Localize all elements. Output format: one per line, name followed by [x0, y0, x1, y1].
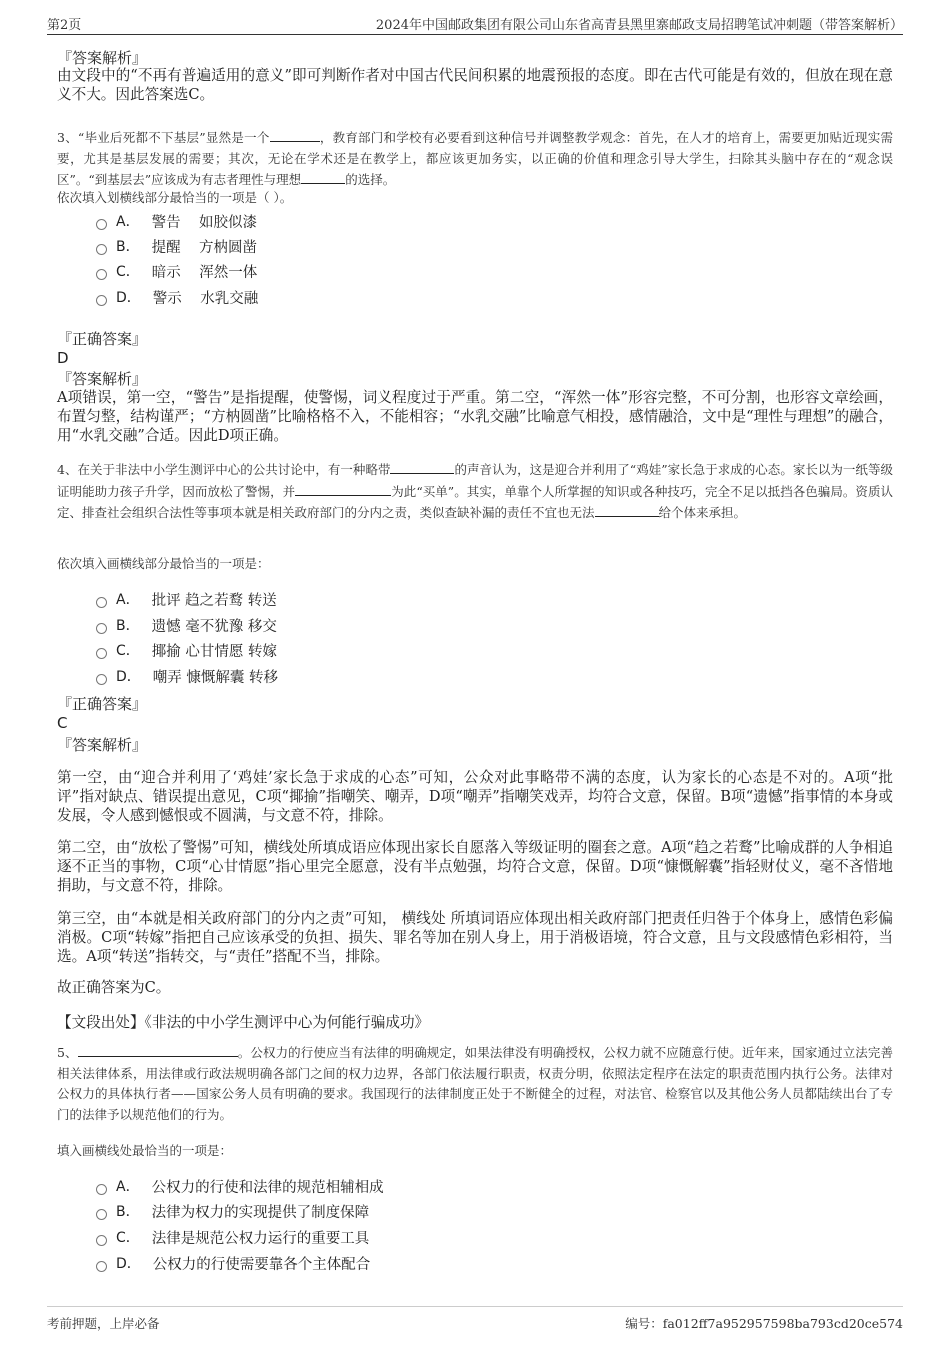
option-text: 法律为权力的实现提供了制度保障 [151, 1204, 370, 1221]
option-letter: B． [116, 239, 140, 255]
page-header [47, 12, 903, 35]
radio-icon[interactable] [96, 1209, 107, 1220]
q3-answer: D [57, 349, 69, 367]
option-letter: B． [116, 1204, 140, 1220]
option-letter: D． [116, 669, 141, 685]
option-letter: C． [116, 264, 140, 280]
option-letter: A． [116, 592, 140, 608]
q3-instruction: 依次填入划横线部分最恰当的一项是（ ）。 [57, 190, 293, 205]
option-text: 公权力的行使需要靠各个主体配合 [152, 1256, 371, 1273]
fill-blank [301, 169, 345, 184]
option-letter: A． [116, 1179, 140, 1195]
radio-icon[interactable] [96, 674, 107, 685]
radio-icon[interactable] [96, 1235, 107, 1246]
q5-option-a[interactable] [96, 1175, 384, 1197]
q4-conclusion: 故正确答案为C。 [57, 979, 171, 996]
q3-stem-part: 的选择。 [345, 172, 396, 187]
radio-icon[interactable] [96, 269, 107, 280]
fill-blank [390, 459, 454, 474]
option-text: 嘲弄 慷慨解囊 转移 [152, 669, 278, 686]
option-letter: B． [116, 618, 140, 634]
q4-analysis-3: 第三空，由“本就是相关政府部门的分内之责”可知， 横线处 所填词语应体现出相关政府部门把责任归咎于个体身上，感情色彩偏消极。C项“转嫁”指把自己应该承受的负担、损失、罪名等加在别人身上，用于消极语境，符合文意，且与文段感情色彩相符，当选。A项“转送”指转交，与“责任”搭配不当，排除。 [57, 910, 893, 965]
q5-option-c[interactable] [96, 1226, 369, 1248]
option-letter: D． [116, 1256, 141, 1272]
q3-option-c[interactable] [96, 260, 257, 282]
q2-analysis-label: 『答案解析』 [57, 49, 148, 67]
fill-blank [78, 1042, 238, 1057]
q4-stem-part: 4、在关于非法中小学生测评中心的公共讨论中，有一种略带 [57, 462, 391, 477]
page-number: 第2页 [47, 18, 82, 33]
document-title: 2024年中国邮政集团有限公司山东省高青县黑里寨邮政支局招聘笔试冲刺题（带答案解析） [375, 18, 903, 33]
q5-instruction: 填入画横线处最恰当的一项是： [57, 1143, 233, 1158]
q4-analysis-2: 第二空，由“放松了警惕”可知，横线处所填成语应体现出家长自愿落入等级证明的圈套之意。A项“趋之若鹜”比喻成群的人争相追逐不正当的事物，C项“心甘情愿”指心里完全愿意，没有半点勉强，均符合文意，保留。D项“慷慨解囊”指轻财仗义，毫不吝惜地捐助，与文意不符，排除。 [57, 839, 893, 894]
q2-analysis: 由文段中的“不再有普遍适用的意义”即可判断作者对中国古代民间积累的地震预报的态度。即在古代可能是有效的，但放在现在意义不大。因此答案选C。 [57, 67, 893, 103]
option-text: 暗示 浑然一体 [151, 264, 258, 281]
q3-answer-label: 『正确答案』 [57, 330, 148, 348]
q3-analysis: A项错误，第一空，“警告”是指提醒，使警惕，词义程度过于严重。第二空，“浑然一体”形容完整，不可分割，也形容文章绘画，布置匀整，结构谨严；“方枘圆凿”比喻格格不入，不能相容；“水乳交融”比喻意气相投，感情融洽，文中是“理性与理想”的融合，用“水乳交融”合适。因此D项正确。 [57, 389, 893, 444]
fill-blank [595, 502, 659, 517]
q4-option-d[interactable] [96, 665, 278, 687]
option-text: 揶揄 心甘情愿 转嫁 [151, 643, 277, 660]
radio-icon[interactable] [96, 219, 107, 230]
page-footer [47, 1306, 903, 1337]
option-letter: A． [116, 214, 140, 230]
option-letter: D． [116, 290, 141, 306]
radio-icon[interactable] [96, 648, 107, 659]
q4-instruction: 依次填入画横线部分最恰当的一项是： [57, 556, 270, 571]
option-letter: C． [116, 643, 140, 659]
option-letter: C． [116, 1230, 140, 1246]
option-text: 法律是规范公权力运行的重要工具 [151, 1230, 370, 1247]
option-text: 公权力的行使和法律的规范相辅相成 [151, 1179, 384, 1196]
radio-icon[interactable] [96, 295, 107, 306]
q4-stem-part: 的声音认为，这是迎合并利用了“鸡娃”家长急于求成的心态。家长以为一纸等级证明能助力孩子升学，因而放松了警惕，并 [57, 462, 893, 499]
q4-option-c[interactable] [96, 639, 277, 661]
option-text: 遗憾 毫不犹豫 移交 [151, 618, 277, 635]
q5-option-d[interactable] [96, 1252, 370, 1274]
q4-analysis-1: 第一空，由“迎合并利用了‘鸡娃’家长急于求成的心态”可知，公众对此事略带不满的态度，认为家长的心态是不对的。A项“批评”指对缺点、错误提出意见，C项“揶揄”指嘲笑、嘲弄，D项“嘲弄”指嘲笑戏弄，均符合文意，保留。B项“遗憾”指事情的本身或发展，令人感到憾恨或不圆满，与文意不符，排除。 [57, 769, 893, 824]
q3-option-a[interactable] [96, 210, 257, 232]
option-text: 批评 趋之若鹜 转送 [151, 592, 277, 609]
q3-stem [57, 127, 893, 191]
q3-stem-part: 3、“毕业后死都不下基层”显然是一个 [57, 130, 270, 145]
q3-option-b[interactable] [96, 235, 257, 257]
option-text: 提醒 方枘圆凿 [151, 239, 258, 256]
option-text: 警示 水乳交融 [152, 290, 259, 307]
radio-icon[interactable] [96, 1261, 107, 1272]
q4-stem-part: 为此“买单”。其实，单靠个人所掌握的知识或各种技巧，完全不足以抵挡各色骗局。资质认定、排查社会组织合法性等事项本就是相关政府部门的分内之责，类似查缺补漏的责任不宜也无法 [57, 483, 893, 520]
radio-icon[interactable] [96, 623, 107, 634]
radio-icon[interactable] [96, 244, 107, 255]
q4-answer: C [57, 714, 68, 732]
q4-stem [57, 459, 893, 524]
q5-stem-part: 5、 [57, 1045, 78, 1060]
option-text: 警告 如胶似漆 [151, 214, 258, 231]
q3-stem-part: ，教育部门和学校有必要看到这种信号并调整教学观念：首先，在人才的培育上，需要更加贴近现实需要，尤其是基层发展的需要；其次，无论在学术还是在教学上，都应该更加务实，以正确的价值和理念引导大学生，扫除其头脑中存在的“观念误区”。“到基层去”应该成为有志者理性与理想 [57, 130, 893, 187]
footer-slogan: 考前押题，上岸必备 [47, 1316, 160, 1331]
radio-icon[interactable] [96, 597, 107, 608]
radio-icon[interactable] [96, 1184, 107, 1195]
document-code: 编号：fa012ff7a952957598ba793cd20ce574 [625, 1316, 903, 1331]
fill-blank [270, 127, 320, 142]
q3-analysis-label: 『答案解析』 [57, 370, 148, 388]
q4-stem-part: 给个体来承担。 [658, 505, 747, 520]
fill-blank [295, 481, 391, 496]
q3-option-d[interactable] [96, 286, 258, 308]
q5-option-b[interactable] [96, 1200, 369, 1222]
q4-answer-label: 『正确答案』 [57, 695, 148, 713]
q4-option-b[interactable] [96, 614, 277, 636]
q4-option-a[interactable] [96, 588, 277, 610]
q4-source: 【文段出处】《非法的中小学生测评中心为何能行骗成功》 [57, 1014, 430, 1031]
q5-stem [57, 1042, 893, 1125]
q5-stem-part: 。公权力的行使应当有法律的明确规定，如果法律没有明确授权，公权力就不应随意行使。近年来，国家通过立法完善相关法律体系，用法律或行政法规明确各部门之间的权力边界，各部门依法履行职责，权责分明，依照法定程序在法定的职责范围内执行公务。法律对公权力的具体执行者——国家公务人员有明确的要求。我国现行的法律制度正处于不断健全的过程，对法官、检察官以及其他公务人员都陆续出台了专门的法律予以规范他们的行为。 [57, 1045, 894, 1122]
q4-analysis-label: 『答案解析』 [57, 736, 148, 754]
